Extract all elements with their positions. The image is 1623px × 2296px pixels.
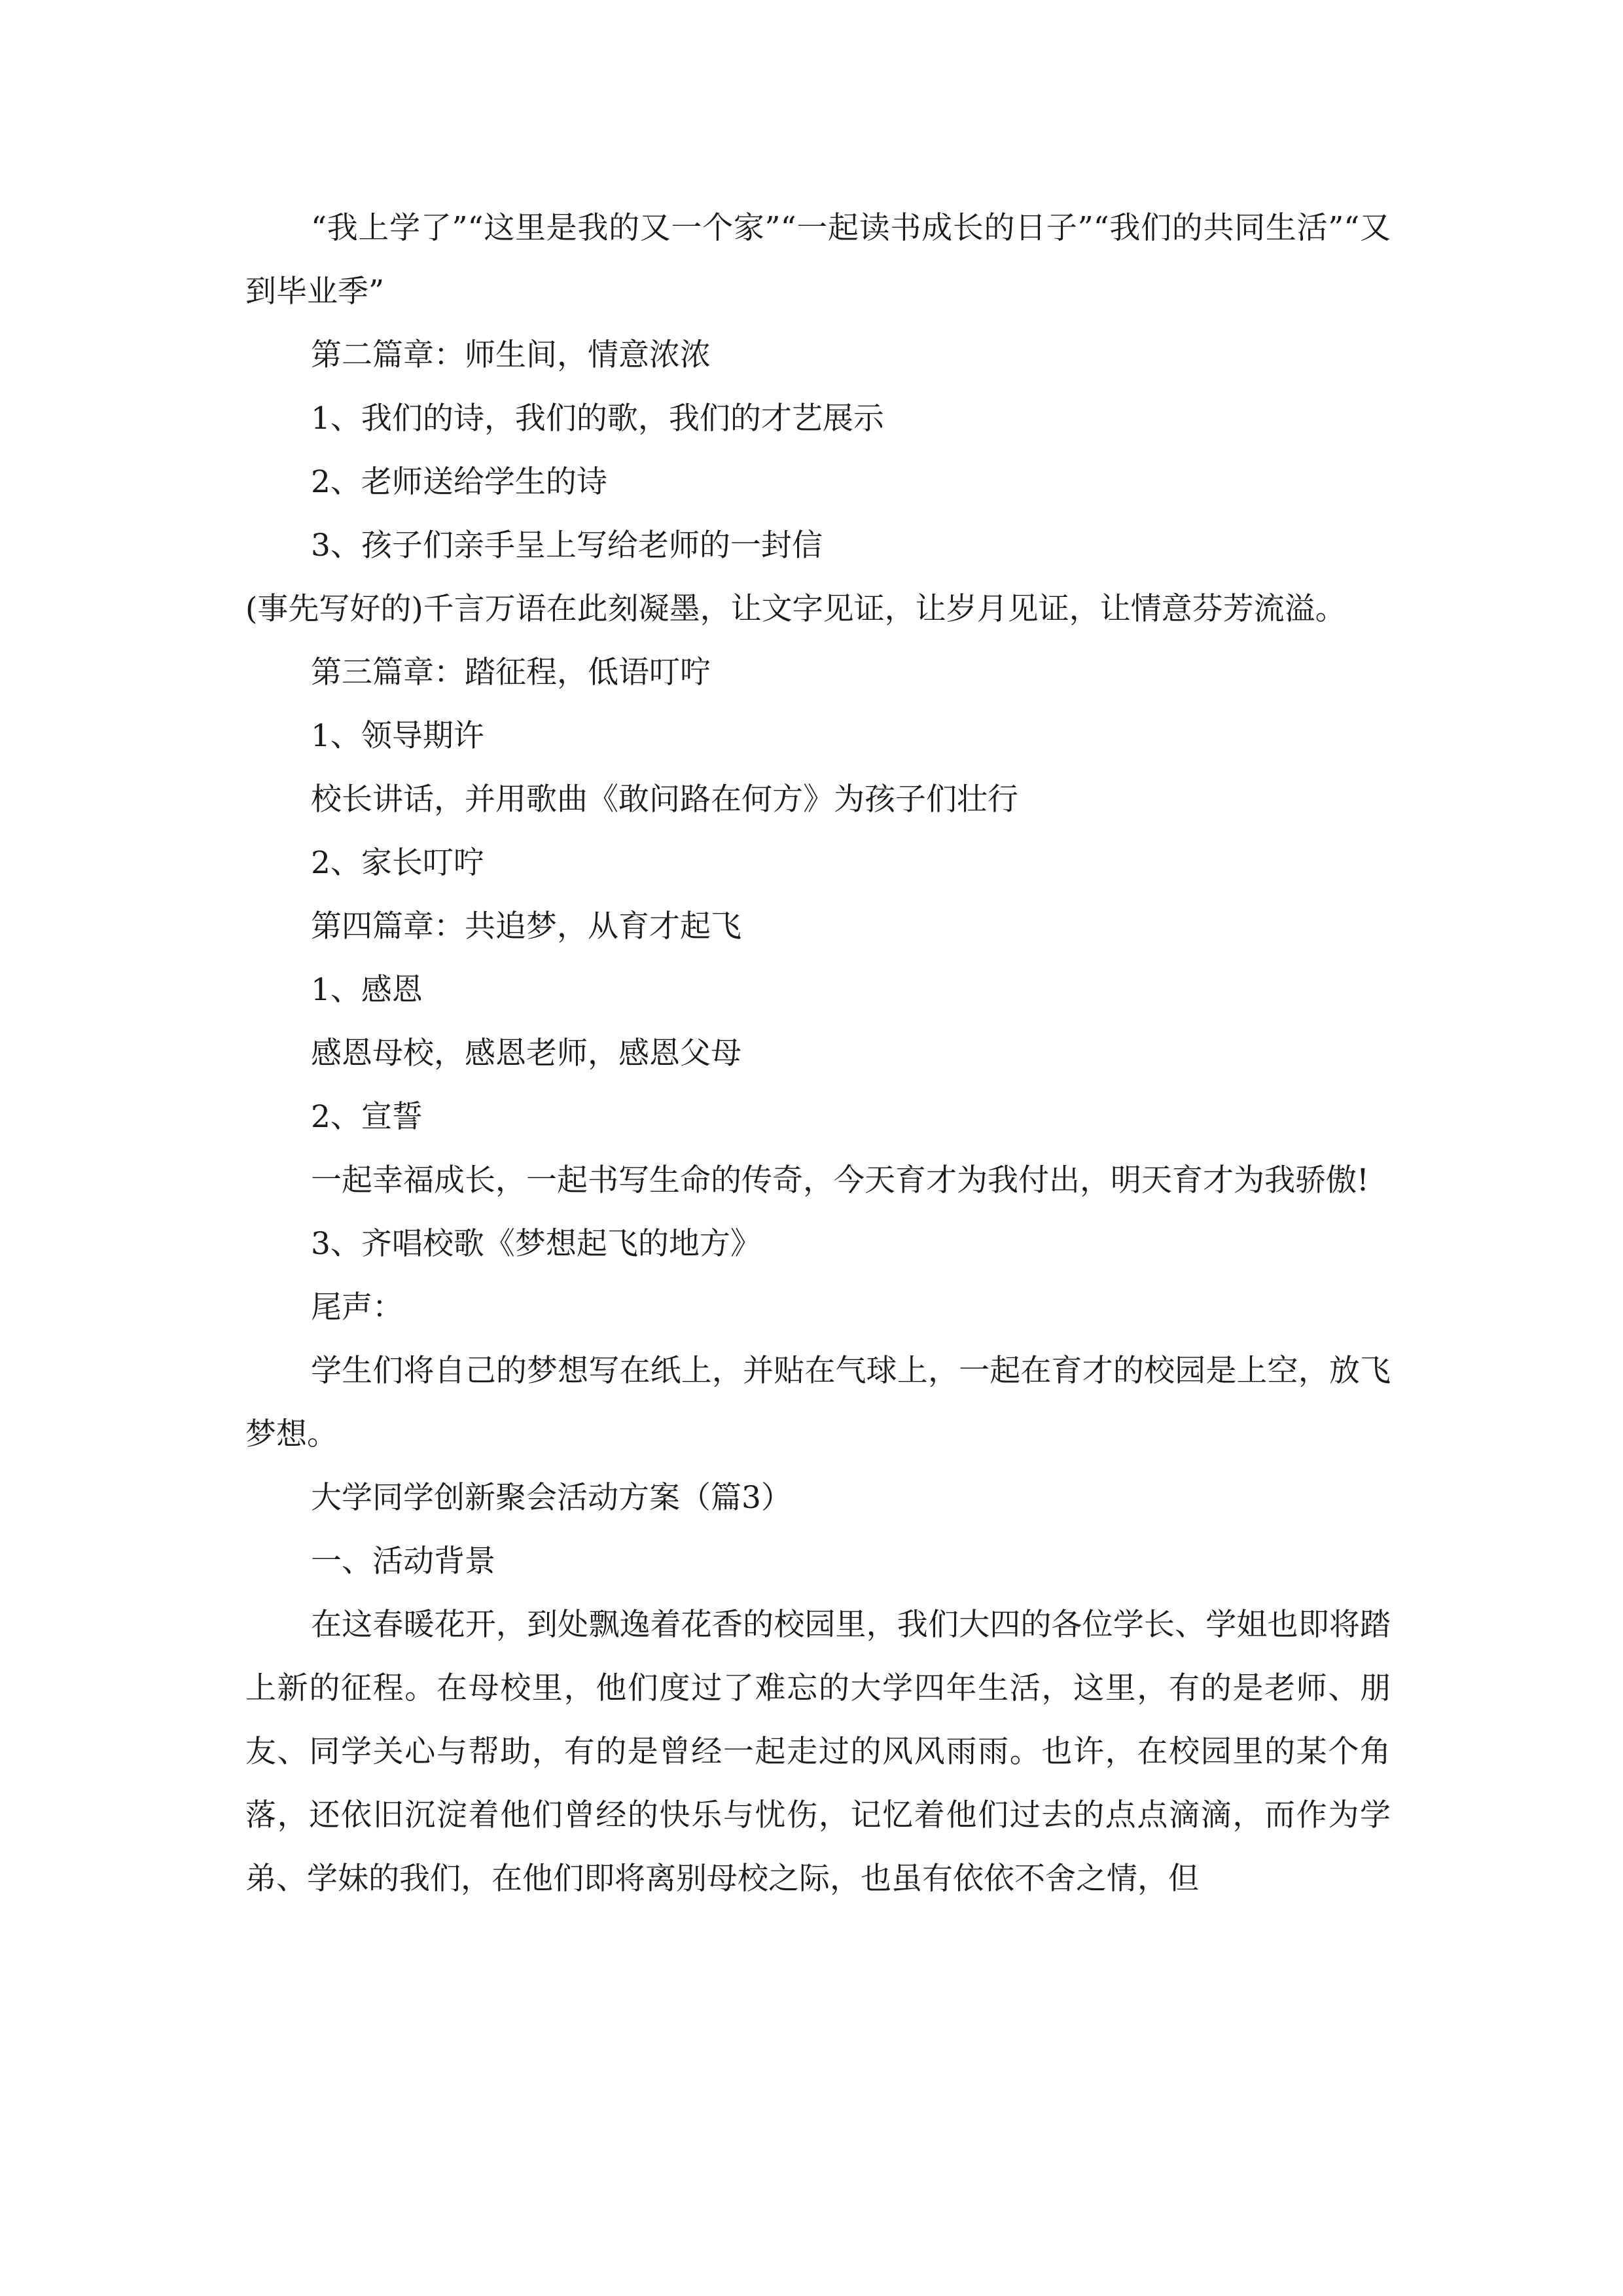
list-item: 1、我们的诗，我们的歌，我们的才艺展示	[311, 401, 884, 437]
paragraph-principal-speech: 校长讲话，并用歌曲《敢问路在何方》为孩子们壮行	[311, 781, 1018, 817]
paragraph-gratitude: 感恩母校，感恩老师，感恩父母	[311, 1035, 741, 1071]
paragraph-oath: 一起幸福成长，一起书写生命的传奇，今天育才为我付出，明天育才为我骄傲!	[311, 1162, 1369, 1198]
section-title: 大学同学创新聚会活动方案（篇3）	[311, 1480, 792, 1516]
paragraph-background: 在这春暖花开，到处飘逸着花香的校园里，我们大四的各位学长、学姐也即将踏上新的征程。在母校里，他们度过了难忘的大学四年生活，这里，有的是老师、朋友、同学关心与帮助，有的是曾经一起走过的风风雨雨。也许，在校园里的某个角落，还依旧沉淀着他们曾经的快乐与忧伤，记忆着他们过去的点点滴滴，而作为学弟、学妹的我们，在他们即将离别母校之际，也虽有依依不舍之情，但	[245, 1607, 1391, 1897]
list-item: 2、家长叮咛	[311, 845, 484, 881]
paragraph-epilogue: 学生们将自己的梦想写在纸上，并贴在气球上，一起在育才的校园是上空，放飞梦想。	[245, 1353, 1391, 1452]
chapter-three-heading: 第三篇章：踏征程，低语叮咛	[311, 655, 711, 691]
list-item: 3、齐唱校歌《梦想起飞的地方》	[311, 1226, 761, 1262]
chapter-two-heading: 第二篇章：师生间，情意浓浓	[311, 337, 711, 373]
subsection-heading: 一、活动背景	[311, 1543, 495, 1579]
list-item: 1、领导期许	[311, 718, 484, 754]
list-item: 2、宣誓	[311, 1099, 423, 1135]
paragraph-letter-note: (事先写好的)千言万语在此刻凝墨，让文字见证，让岁月见证，让情意芬芳流溢。	[245, 591, 1346, 627]
list-item: 3、孩子们亲手呈上写给老师的一封信	[311, 528, 823, 564]
epilogue-heading: 尾声：	[311, 1289, 403, 1325]
paragraph-opening-titles: “我上学了”“这里是我的又一个家”“一起读书成长的日子”“我们的共同生活”“又到毕业季”	[245, 210, 1391, 310]
list-item: 1、感恩	[311, 972, 423, 1008]
chapter-four-heading: 第四篇章：共追梦，从育才起飞	[311, 908, 741, 944]
list-item: 2、老师送给学生的诗	[311, 464, 607, 500]
document-page	[245, 196, 1391, 1910]
